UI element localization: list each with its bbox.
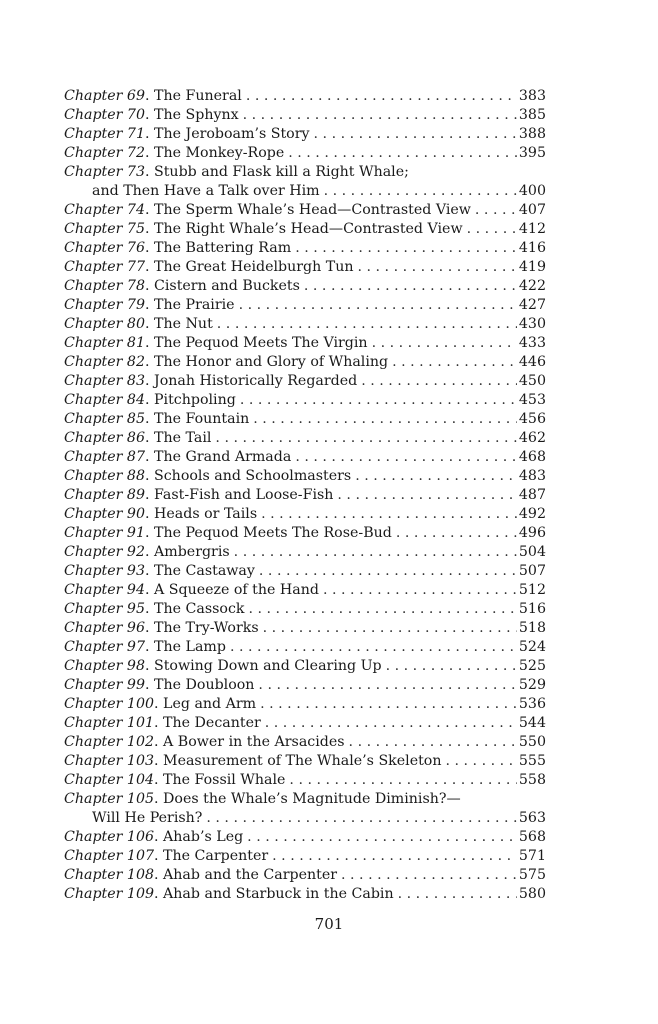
label-separator: .	[144, 88, 155, 104]
page-ref: 544	[518, 715, 546, 731]
chapter-label: Chapter 101	[64, 715, 155, 731]
dot-leader	[361, 372, 517, 391]
chapter-label: Chapter 100	[64, 696, 155, 712]
page-ref: 516	[518, 601, 546, 617]
dot-leader	[304, 277, 517, 296]
toc-entry	[64, 543, 546, 562]
toc-entry	[64, 144, 546, 163]
toc-entry	[64, 239, 546, 258]
dot-leader	[295, 448, 517, 467]
toc-entry	[64, 410, 546, 429]
label-separator: .	[144, 164, 155, 180]
dot-leader	[396, 524, 517, 543]
chapter-title: Heads or Tails	[154, 506, 258, 522]
dot-leader	[260, 695, 517, 714]
dot-leader	[323, 581, 517, 600]
page-ref: 524	[518, 639, 546, 655]
toc-entry	[64, 638, 546, 657]
toc-entry	[64, 220, 546, 239]
toc-entry	[64, 372, 546, 391]
chapter-title: A Squeeze of the Hand	[154, 582, 319, 598]
dot-leader	[239, 296, 517, 315]
chapter-title: The Fossil Whale	[163, 772, 286, 788]
page-ref: 496	[518, 525, 546, 541]
page-ref: 529	[518, 677, 546, 693]
chapter-title: The Sphynx	[154, 107, 239, 123]
toc-entry	[64, 600, 546, 619]
page-ref: 536	[518, 696, 546, 712]
dot-leader	[341, 866, 517, 885]
page-ref: 453	[518, 392, 546, 408]
page-ref: 412	[518, 221, 546, 237]
chapter-label: Chapter 90	[64, 506, 145, 522]
dot-leader	[240, 391, 517, 410]
chapter-label: Chapter 99	[64, 677, 145, 693]
chapter-title: Measurement of The Whale’s Skeleton	[163, 753, 442, 769]
toc-entry	[64, 714, 546, 733]
label-separator: .	[144, 202, 155, 218]
chapter-label: Chapter 103	[64, 753, 155, 769]
dot-leader	[445, 752, 516, 771]
label-separator: .	[154, 829, 164, 845]
chapter-title: The Great Heidelburgh Tun	[154, 259, 354, 275]
label-separator: .	[154, 772, 164, 788]
label-separator: .	[154, 715, 164, 731]
dot-leader	[248, 600, 516, 619]
dot-leader	[392, 353, 517, 372]
label-separator: .	[144, 449, 155, 465]
label-separator: .	[144, 259, 155, 275]
toc-entry	[64, 771, 546, 790]
chapter-label: Chapter 106	[64, 829, 155, 845]
page-ref: 407	[518, 202, 546, 218]
chapter-title: The Fountain	[154, 411, 250, 427]
label-separator: .	[144, 373, 155, 389]
toc-entry	[64, 467, 546, 486]
chapter-label: Chapter 85	[64, 411, 145, 427]
page-ref: 504	[518, 544, 546, 560]
chapter-label: Chapter 74	[64, 202, 145, 218]
dot-leader	[289, 771, 516, 790]
page-ref: 580	[518, 886, 546, 902]
page-ref: 430	[518, 316, 546, 332]
dot-leader	[217, 315, 517, 334]
label-separator: .	[144, 126, 155, 142]
page-ref: 563	[518, 810, 546, 826]
page-ref: 525	[518, 658, 546, 674]
chapter-label: Chapter 87	[64, 449, 145, 465]
toc-entry-continuation	[64, 182, 546, 201]
toc-entry	[64, 296, 546, 315]
page-ref: 468	[518, 449, 546, 465]
toc-entry	[64, 505, 546, 524]
chapter-title: Ahab and Starbuck in the Cabin	[163, 886, 394, 902]
dot-leader	[314, 125, 517, 144]
chapter-label: Chapter 88	[64, 468, 145, 484]
chapter-label: Chapter 83	[64, 373, 145, 389]
toc-entry	[64, 657, 546, 676]
label-separator: .	[144, 620, 155, 636]
page-ref: 487	[518, 487, 546, 503]
toc-entry	[64, 524, 546, 543]
chapter-title: The Lamp	[154, 639, 226, 655]
page-ref: 507	[518, 563, 546, 579]
page-ref: 462	[518, 430, 546, 446]
toc-entry	[64, 619, 546, 638]
label-separator: .	[144, 411, 155, 427]
toc-entry	[64, 391, 546, 410]
page-ref: 385	[518, 107, 546, 123]
dot-leader	[355, 467, 517, 486]
dot-leader	[349, 733, 517, 752]
chapter-title: The Grand Armada	[154, 449, 292, 465]
label-separator: .	[144, 278, 155, 294]
toc-entry	[64, 163, 546, 182]
toc-entry	[64, 315, 546, 334]
dot-leader	[467, 220, 517, 239]
label-separator: .	[154, 886, 164, 902]
dot-leader	[258, 676, 516, 695]
chapter-title: Does the Whale’s Magnitude Diminish?—	[163, 791, 461, 807]
chapter-label: Chapter 71	[64, 126, 145, 142]
chapter-label: Chapter 89	[64, 487, 145, 503]
chapter-title: The Decanter	[163, 715, 261, 731]
page-ref: 568	[518, 829, 546, 845]
chapter-title: Leg and Arm	[163, 696, 257, 712]
chapter-title: Stubb and Flask kill a Right Whale;	[154, 164, 409, 180]
chapter-title: Ahab and the Carpenter	[163, 867, 338, 883]
toc-entry	[64, 581, 546, 600]
chapter-title: The Castaway	[154, 563, 255, 579]
dot-leader	[265, 714, 517, 733]
chapter-label: Chapter 75	[64, 221, 145, 237]
page-ref: 446	[518, 354, 546, 370]
chapter-label: Chapter 93	[64, 563, 145, 579]
chapter-label: Chapter 92	[64, 544, 145, 560]
chapter-title: The Nut	[154, 316, 213, 332]
chapter-title: Fast-Fish and Loose-Fish	[154, 487, 334, 503]
page-ref: 575	[518, 867, 546, 883]
dot-leader	[247, 828, 517, 847]
chapter-title: The Pequod Meets The Virgin	[154, 335, 368, 351]
chapter-title: Jonah Historically Regarded	[154, 373, 358, 389]
chapter-title: The Honor and Glory of Whaling	[154, 354, 389, 370]
label-separator: .	[144, 525, 155, 541]
toc-entry	[64, 847, 546, 866]
page-ref: 419	[518, 259, 546, 275]
label-separator: .	[144, 430, 155, 446]
dot-leader	[337, 486, 517, 505]
dot-leader	[475, 201, 517, 220]
toc-entry	[64, 676, 546, 695]
chapter-label: Chapter 79	[64, 297, 145, 313]
chapter-title: The Prairie	[154, 297, 235, 313]
dot-leader	[261, 505, 517, 524]
chapter-label: Chapter 76	[64, 240, 145, 256]
toc-entry	[64, 562, 546, 581]
chapter-title: Stowing Down and Clearing Up	[154, 658, 382, 674]
dot-leader	[243, 106, 517, 125]
label-separator: .	[154, 696, 164, 712]
chapter-title: Ambergris	[154, 544, 230, 560]
chapter-title: The Cassock	[154, 601, 245, 617]
chapter-title: The Funeral	[154, 88, 242, 104]
chapter-title: The Doubloon	[154, 677, 255, 693]
chapter-title-continuation: Will He Perish?	[92, 810, 203, 826]
chapter-title: The Try-Works	[154, 620, 259, 636]
page-ref: 388	[518, 126, 546, 142]
page-ref: 550	[518, 734, 546, 750]
page-ref: 416	[518, 240, 546, 256]
dot-leader	[263, 619, 517, 638]
chapter-label: Chapter 70	[64, 107, 145, 123]
dot-leader	[324, 182, 517, 201]
label-separator: .	[144, 563, 155, 579]
dot-leader	[253, 410, 517, 429]
dot-leader	[246, 87, 517, 106]
toc-entry	[64, 277, 546, 296]
page-ref: 571	[518, 848, 546, 864]
label-separator: .	[154, 734, 164, 750]
label-separator: .	[144, 468, 155, 484]
toc-entry	[64, 106, 546, 125]
chapter-label: Chapter 107	[64, 848, 155, 864]
chapter-label: Chapter 105	[64, 791, 155, 807]
toc-entry	[64, 258, 546, 277]
toc-entry	[64, 201, 546, 220]
chapter-label: Chapter 98	[64, 658, 145, 674]
page-ref: 400	[518, 183, 546, 199]
label-separator: .	[144, 487, 155, 503]
toc-entry	[64, 486, 546, 505]
label-separator: .	[154, 753, 164, 769]
dot-leader	[386, 657, 517, 676]
chapter-label: Chapter 80	[64, 316, 145, 332]
label-separator: .	[144, 297, 155, 313]
label-separator: .	[144, 316, 155, 332]
label-separator: .	[144, 107, 155, 123]
chapter-label: Chapter 102	[64, 734, 155, 750]
chapter-label: Chapter 72	[64, 145, 145, 161]
toc-entry	[64, 733, 546, 752]
label-separator: .	[144, 354, 155, 370]
dot-leader	[272, 847, 517, 866]
chapter-label: Chapter 95	[64, 601, 145, 617]
page-ref: 558	[518, 772, 546, 788]
page-ref: 492	[518, 506, 546, 522]
chapter-title: The Carpenter	[163, 848, 269, 864]
chapter-title: Ahab’s Leg	[163, 829, 244, 845]
chapter-label: Chapter 97	[64, 639, 145, 655]
dot-leader	[215, 429, 516, 448]
label-separator: .	[144, 658, 155, 674]
dot-leader	[288, 144, 517, 163]
toc-entry	[64, 448, 546, 467]
chapter-label: Chapter 77	[64, 259, 145, 275]
page-ref: 518	[518, 620, 546, 636]
chapter-title: The Tail	[154, 430, 212, 446]
chapter-label: Chapter 81	[64, 335, 145, 351]
chapter-title: The Battering Ram	[154, 240, 292, 256]
page-ref: 450	[518, 373, 546, 389]
chapter-title: The Monkey-Rope	[154, 145, 285, 161]
page-ref: 422	[518, 278, 546, 294]
chapter-title: The Right Whale’s Head—Contrasted View	[154, 221, 463, 237]
chapter-label: Chapter 94	[64, 582, 145, 598]
dot-leader	[259, 562, 517, 581]
toc-entry	[64, 752, 546, 771]
toc-entry	[64, 828, 546, 847]
chapter-title: Schools and Schoolmasters	[154, 468, 352, 484]
page-ref: 427	[518, 297, 546, 313]
toc-entry	[64, 125, 546, 144]
table-of-contents	[64, 87, 546, 904]
toc-entry	[64, 429, 546, 448]
label-separator: .	[144, 677, 155, 693]
toc-entry	[64, 866, 546, 885]
chapter-label: Chapter 73	[64, 164, 145, 180]
chapter-title-continuation: and Then Have a Talk over Him	[92, 183, 320, 199]
label-separator: .	[154, 791, 164, 807]
dot-leader	[234, 543, 517, 562]
toc-entry-continuation	[64, 809, 546, 828]
page-ref: 512	[518, 582, 546, 598]
toc-entry	[64, 790, 546, 809]
chapter-title: The Pequod Meets The Rose-Bud	[154, 525, 392, 541]
toc-entry	[64, 334, 546, 353]
dot-leader	[295, 239, 517, 258]
label-separator: .	[144, 544, 155, 560]
page-ref: 395	[518, 145, 546, 161]
chapter-label: Chapter 109	[64, 886, 155, 902]
toc-entry	[64, 87, 546, 106]
chapter-title: A Bower in the Arsacides	[163, 734, 345, 750]
page-ref: 483	[518, 468, 546, 484]
chapter-label: Chapter 108	[64, 867, 155, 883]
dot-leader	[372, 334, 517, 353]
chapter-label: Chapter 69	[64, 88, 145, 104]
label-separator: .	[144, 240, 155, 256]
chapter-title: Cistern and Buckets	[154, 278, 300, 294]
page-ref: 456	[518, 411, 546, 427]
label-separator: .	[144, 639, 155, 655]
chapter-label: Chapter 78	[64, 278, 145, 294]
chapter-title: The Jeroboam’s Story	[154, 126, 310, 142]
toc-entry	[64, 353, 546, 372]
chapter-label: Chapter 82	[64, 354, 145, 370]
chapter-title: Pitchpoling	[154, 392, 236, 408]
page-ref: 555	[518, 753, 546, 769]
dot-leader	[358, 258, 517, 277]
page-ref: 433	[518, 335, 546, 351]
label-separator: .	[144, 335, 155, 351]
label-separator: .	[144, 221, 155, 237]
label-separator: .	[144, 582, 155, 598]
chapter-label: Chapter 86	[64, 430, 145, 446]
label-separator: .	[154, 867, 164, 883]
page-ref: 383	[518, 88, 546, 104]
label-separator: .	[144, 145, 155, 161]
label-separator: .	[154, 848, 164, 864]
chapter-label: Chapter 104	[64, 772, 155, 788]
page-number: 701	[314, 915, 344, 933]
dot-leader	[398, 885, 517, 904]
chapter-label: Chapter 91	[64, 525, 145, 541]
dot-leader	[230, 638, 517, 657]
chapter-label: Chapter 96	[64, 620, 145, 636]
label-separator: .	[144, 506, 155, 522]
dot-leader	[206, 809, 517, 828]
label-separator: .	[144, 392, 155, 408]
chapter-label: Chapter 84	[64, 392, 145, 408]
toc-entry	[64, 695, 546, 714]
chapter-title: The Sperm Whale’s Head—Contrasted View	[154, 202, 471, 218]
toc-entry	[64, 885, 546, 904]
label-separator: .	[144, 601, 155, 617]
